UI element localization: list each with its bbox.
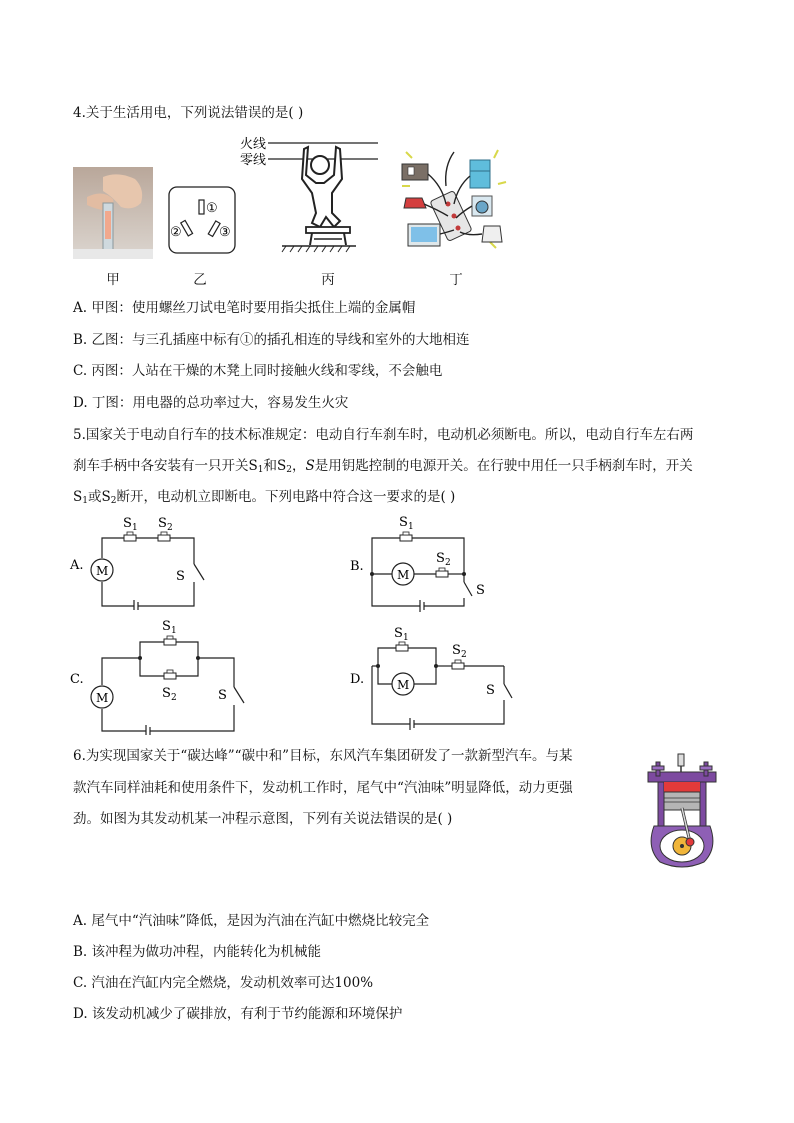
svg-text:2: 2 bbox=[167, 523, 173, 533]
q6-stem-line-3: 劲。如图为其发动机某一冲程示意图，下列有关说法错误的是( ) bbox=[73, 811, 453, 827]
svg-text:S: S bbox=[123, 516, 132, 531]
circuit-d bbox=[348, 622, 518, 732]
q4-option-c: C. 丙图：人站在干燥的木凳上同时接触火线和零线，不会触电 bbox=[73, 363, 443, 379]
socket-mark-1: ① bbox=[206, 201, 218, 216]
q4-option-d: D. 丁图：用电器的总功率过大，容易发生火灾 bbox=[73, 395, 349, 411]
svg-text:S: S bbox=[158, 516, 167, 531]
q6-stem-line-2: 款汽车同样油耗和使用条件下，发动机工作时，尾气中“汽油味”明显降低，动力更强 bbox=[73, 780, 573, 796]
circuit-b bbox=[348, 512, 498, 612]
engine-stroke-diagram bbox=[642, 752, 722, 870]
svg-text:1: 1 bbox=[132, 523, 138, 533]
svg-text:1: 1 bbox=[171, 626, 177, 636]
svg-text:S: S bbox=[218, 688, 227, 703]
svg-text:S: S bbox=[162, 686, 171, 701]
svg-text:S: S bbox=[394, 626, 403, 641]
three-hole-socket bbox=[168, 186, 236, 254]
q6-option-c: C. 汽油在汽缸内完全燃烧，发动机效率可达100% bbox=[73, 975, 374, 991]
svg-text:S: S bbox=[399, 515, 408, 530]
svg-text:S: S bbox=[486, 683, 495, 698]
circuit-c bbox=[68, 615, 248, 735]
q6-option-b: B. 该冲程为做功冲程，内能转化为机械能 bbox=[73, 944, 322, 960]
svg-text:2: 2 bbox=[171, 693, 177, 703]
svg-text:S: S bbox=[162, 619, 171, 634]
svg-text:M: M bbox=[397, 678, 410, 692]
svg-text:M: M bbox=[96, 691, 109, 705]
caption-jia: 甲 bbox=[106, 272, 120, 288]
svg-text:M: M bbox=[96, 564, 109, 578]
svg-text:M: M bbox=[397, 568, 410, 582]
svg-text:S: S bbox=[436, 551, 445, 566]
q4-option-b: B. 乙图：与三孔插座中标有①的插孔相连的导线和室外的大地相连 bbox=[73, 332, 470, 348]
caption-bing: 丙 bbox=[321, 272, 335, 288]
svg-text:B.: B. bbox=[350, 559, 364, 574]
q6-option-d: D. 该发动机减少了碳排放，有利于节约能源和环境保护 bbox=[73, 1006, 403, 1022]
q6-stem-line-1: 6.为实现国家关于“碳达峰”“碳中和”目标，东风汽车集团研发了一款新型汽车。与某 bbox=[73, 748, 573, 764]
svg-text:S: S bbox=[176, 569, 185, 584]
caption-yi: 乙 bbox=[193, 272, 207, 288]
svg-text:2: 2 bbox=[445, 558, 451, 568]
label-lingxian: 零线 bbox=[240, 153, 267, 168]
svg-text:1: 1 bbox=[403, 633, 409, 643]
q4-stem: 4.关于生活用电，下列说法错误的是( ) bbox=[73, 105, 304, 121]
overloaded-socket-appliances bbox=[398, 146, 512, 254]
svg-text:S: S bbox=[452, 643, 461, 658]
label-huoxian: 火线 bbox=[240, 137, 267, 152]
svg-text:D.: D. bbox=[350, 672, 365, 687]
person-touching-wires bbox=[236, 131, 386, 255]
svg-text:C.: C. bbox=[70, 672, 84, 687]
q6-option-a: A. 尾气中“汽油味”降低，是因为汽油在汽缸中燃烧比较完全 bbox=[73, 913, 430, 929]
q5-stem-line-1: 5.国家关于电动自行车的技术标准规定：电动自行车刹车时，电动机必须断电。所以，电动自行车左右两 bbox=[73, 427, 694, 443]
circuit-a bbox=[68, 510, 218, 610]
caption-ding: 丁 bbox=[449, 272, 463, 288]
svg-text:1: 1 bbox=[408, 522, 414, 532]
socket-mark-3: ③ bbox=[219, 225, 231, 240]
socket-mark-2: ② bbox=[170, 225, 182, 240]
q4-option-a: A. 甲图：使用螺丝刀试电笔时要用指尖抵住上端的金属帽 bbox=[73, 300, 416, 316]
svg-text:2: 2 bbox=[461, 650, 467, 660]
test-pen-photo bbox=[73, 167, 153, 259]
svg-text:A.: A. bbox=[70, 558, 84, 573]
q5-stem-line-3: $S_1$或$S_2$断开，电动机立即断电。下列电路中符合这一要求的是( ) bbox=[73, 489, 456, 506]
q5-stem-line-2: 刹车手柄中各安装有一只开关$S_1$和$S_2$，S是用钥匙控制的电源开关。在行驶中用任一只手柄刹车时，开关 bbox=[73, 458, 693, 475]
svg-text:S: S bbox=[476, 583, 485, 598]
